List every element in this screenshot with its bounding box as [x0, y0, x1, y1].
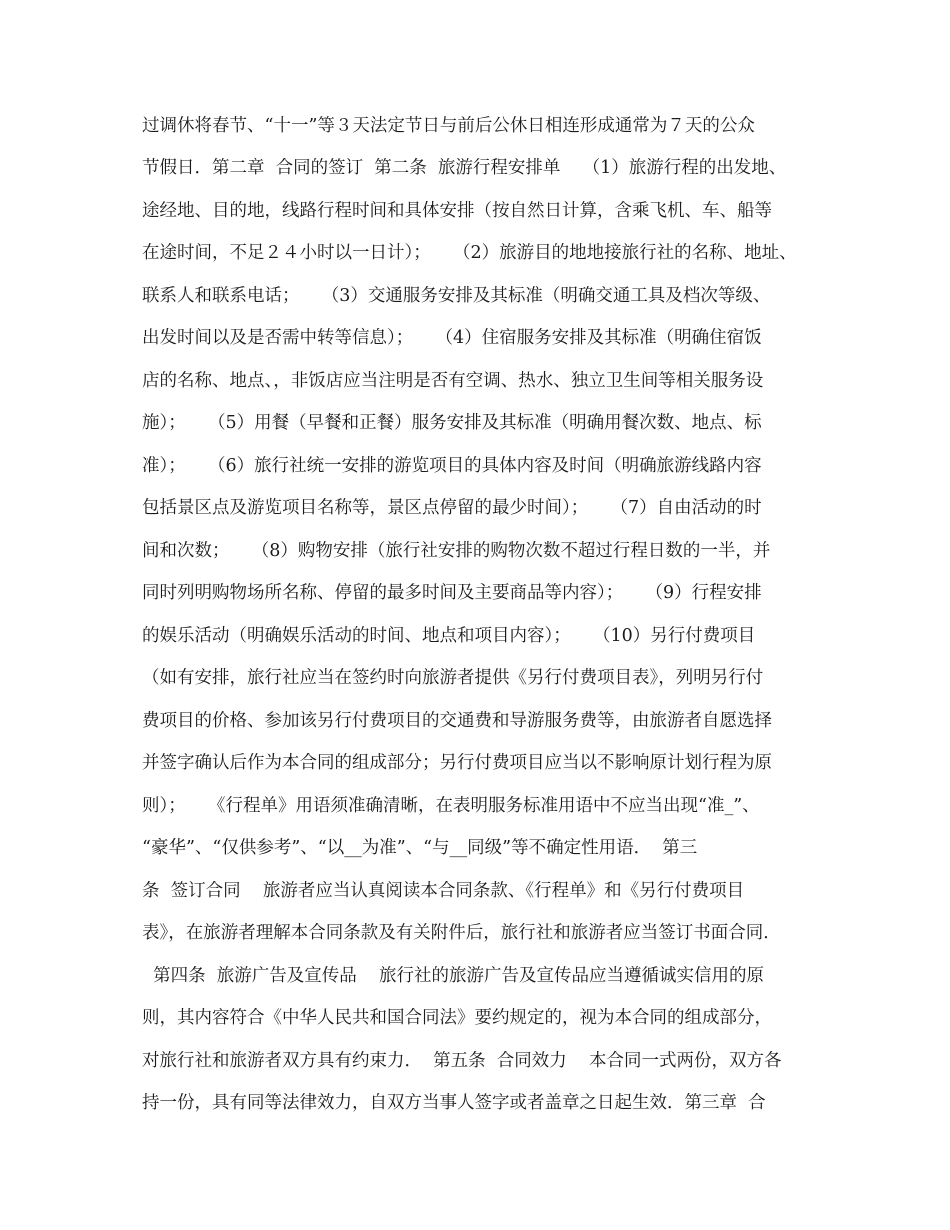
paragraph-line: 联系人和联系电话； （3）交通服务安排及其标准（明确交通工具及档次等级、: [142, 286, 771, 306]
paragraph-line: 过调休将春节、“十一”等３天法定节日与前后公休日相连形成通常为７天的公众: [142, 116, 755, 136]
paragraph-line: 的娱乐活动（明确娱乐活动的时间、地点和项目内容）； （10）另行付费项目: [142, 626, 756, 646]
paragraph-line: 费项目的价格、参加该另行付费项目的交通费和导游服务费等，由旅游者自愿选择: [142, 711, 772, 731]
paragraph-line: 店的名称、地点、，非饭店应当注明是否有空调、热水、独立卫生间等相关服务设: [142, 371, 764, 391]
paragraph-line: 节假日．第二章 合同的签订 第二条 旅游行程安排单 （1）旅游行程的出发地、: [142, 158, 787, 178]
paragraph-line: 同时列明购物场所名称、停留的最多时间及主要商品等内容）； （9）行程安排: [142, 583, 762, 603]
paragraph-line: 施）； （5）用餐（早餐和正餐）服务安排及其标准（明确用餐次数、地点、标: [142, 413, 762, 433]
paragraph-line: 在途时间，不足２４小时以一日计）； （2）旅游目的地地接旅行社的名称、地址、: [142, 243, 797, 263]
paragraph-line: 间和次数； （8）购物安排（旅行社安排的购物次数不超过行程日数的一半，并: [142, 541, 771, 561]
paragraph-line: 持一份，具有同等法律效力，自双方当事人签字或者盖章之日起生效．第三章 合: [142, 1093, 766, 1113]
paragraph-line: 并签字确认后作为本合同的组成部分；另行付费项目应当以不影响原计划行程为原: [142, 753, 772, 773]
paragraph-line: 第四条 旅游广告及宣传品 旅行社的旅游广告及宣传品应当遵循诚实信用的原: [142, 966, 764, 986]
paragraph-line: 表》，在旅游者理解本合同条款及有关附件后，旅行社和旅游者应当签订书面合同．: [142, 923, 781, 943]
paragraph-line: 出发时间以及是否需中转等信息）； （4）住宿服务安排及其标准（明确住宿饭: [142, 328, 762, 348]
paragraph-line: 则，其内容符合《中华人民共和国合同法》要约规定的，视为本合同的组成部分，: [142, 1008, 772, 1028]
paragraph-line: 准）； （6）旅行社统一安排的游览项目的具体内容及时间（明确旅游线路内容: [142, 456, 762, 476]
paragraph-line: 包括景区点及游览项目名称等，景区点停留的最少时间）； （7）自由活动的时: [142, 498, 762, 518]
paragraph-line: 则）； 《行程单》用语须准确清晰，在表明服务标准用语中不应当出现“准_”、: [142, 796, 760, 816]
paragraph-line: “豪华”、“仅供参考”、“以__为准”、“与__同级”等不确定性用语． 第三: [142, 838, 698, 858]
paragraph-line: 途经地、目的地，线路行程时间和具体安排（按自然日计算，含乘飞机、车、船等: [142, 201, 772, 221]
paragraph-line: （如有安排，旅行社应当在签约时向旅游者提供《另行付费项目表》，列明另行付: [142, 668, 764, 688]
paragraph-line: 对旅行社和旅游者双方具有约束力． 第五条 合同效力 本合同一式两份，双方各: [142, 1051, 782, 1071]
paragraph-line: 条 签订合同 旅游者应当认真阅读本合同条款、《行程单》和《另行付费项目: [142, 881, 745, 901]
